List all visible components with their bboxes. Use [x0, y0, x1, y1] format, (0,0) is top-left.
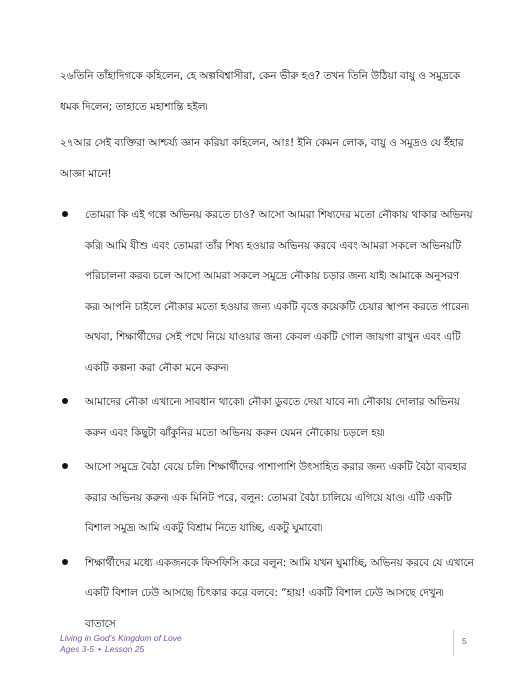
bullet-item-boat [62, 387, 474, 448]
verse-paragraph-27: ২৭আর সেই ব্যক্তিরা আশ্চর্য্য জ্ঞান করিয়া কহিলেন, আঃ! ইনি কেমন লোক, বায়ু ও সমুদ্রও যে ইঁহার আজ্ঞা মানে! [60, 137, 464, 180]
verse-paragraph-26: ২৬তিনি তাঁহাদিগকে কহিলেন, হে অল্পবিশ্বাসীরা, কেন ভীরু হও? তখন তিনি উঠিয়া বায়ু ও সমুদ্রকে ধমক দিলেন; তাহাতে মহাশান্তি হইল৷ [60, 70, 461, 113]
footer-ages: Ages 3-5 [60, 644, 95, 654]
footer-lesson: Lesson 25 [105, 644, 145, 654]
bullet-item-rowing [62, 452, 474, 544]
bullet-dot-icon [62, 211, 68, 217]
footer-title: Living in God’s Kingdom of Love [60, 633, 182, 643]
activity-bullet-list [62, 200, 474, 643]
bullet-dot-icon [62, 398, 68, 404]
bullet-dot-icon [62, 463, 68, 469]
footer-lesson-info [60, 644, 144, 654]
bullet-dot-icon [62, 559, 68, 565]
footer-separator: • [98, 644, 102, 654]
bullet-item-act-story [62, 200, 474, 383]
bullet-text: আসো সমুদ্রে বৈঠা বেয়ে চলি৷ শিক্ষার্থীদের পাশাপাশি উৎসাহিত করার জন্য একটি বৈঠা ব্যবহার করার অভিনয় করুন৷ এক মিনিট পরে, বলুন: তোমরা বৈঠা চালিয়ে এগিয়ে যাও৷ এটি একটি বিশাল সমুদ্র৷ আমি একটু বিশ্রাম নিতে যাচ্ছি, একটু ঘুমাবো৷ [85, 461, 467, 534]
page-footer [60, 630, 470, 660]
bullet-text: আমাদের নৌকা এখানে৷ সাবধান থাকো৷ নৌকা ডুবতে দেয়া যাবে না৷ নৌকায় দোলার অভিনয় করুন এবং কিছুটা ঝাঁকুনির মতো অভিনয় করুন যেমন নৌকোয় চড়লে হয়৷ [85, 396, 460, 439]
page-number: 5 [462, 636, 467, 646]
bullet-text: তোমরা কি এই গল্পে অভিনয় করতে চাও? আসো আমরা শিষ্যদের মতো নৌকায় থাকার অভিনয় করি৷ আমি যীশু এবং তোমরা তাঁর শিষ্য হওয়ার অভিনয় করবে এবং আমরা সকলে অভিনয়টি পরিচালনা করব৷ চলে আসো আমরা সকলে সমুদ্রে নৌকায় চড়ার জন্য যাই৷ আমাকে অনুসরণ কর৷ আপনি চাইলে নৌকার মতো হওয়ার জন্য একটি বৃত্তে কয়েকটি চেয়ার স্থাপন করতে পারেন৷ অথবা, শিক্ষার্থীদের সেই পথে নিয়ে যাওয়ার জন্য কেবল একটি গোল জায়গা রাখুন এবং এটি একটি কল্পনা করা নৌকা মনে করুন৷ [85, 209, 473, 374]
footer-divider [453, 630, 454, 656]
bullet-text: শিক্ষার্থীদের মধ্যে একজনকে ফিসফিসি করে বলুন: আমি যখন ঘুমাচ্ছি, অভিনয় করবে যে এখানে একটি বিশাল ঢেউ আসছে৷ চিৎকার করে বলবে: “হায়! একটি বিশাল ঢেউ আসছে দেখুন৷ বাতাসে [85, 556, 474, 630]
bullet-item-wave [62, 548, 474, 640]
